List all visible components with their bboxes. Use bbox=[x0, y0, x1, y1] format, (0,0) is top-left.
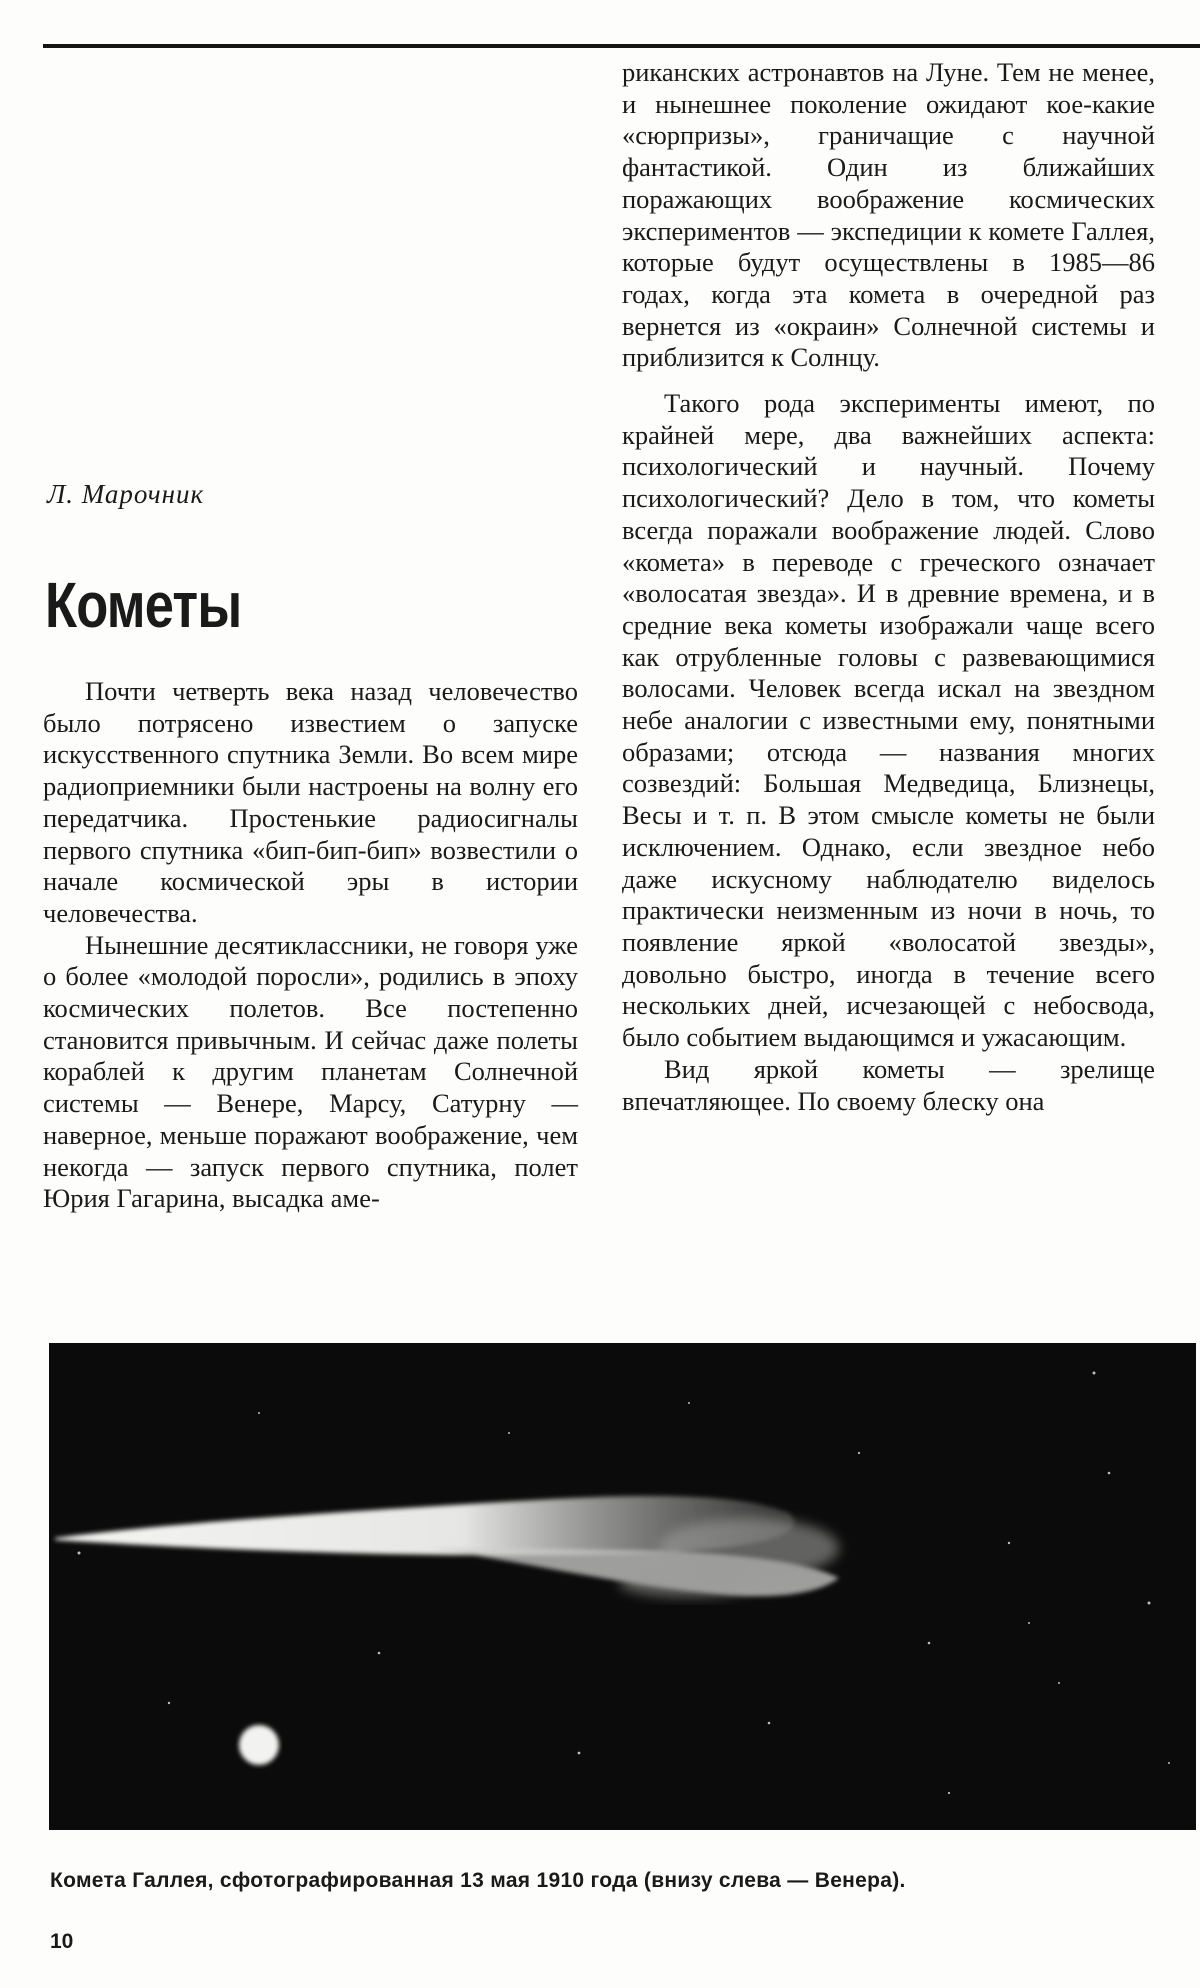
paragraph: Нынешние десятиклассники, не говоря уже о более «молодой поросли», родились в эпоху космических полетов. Все постепенно становится привычным. И сейчас даже полеты кораблей к другим планетам Солнечной системы — Венере, Марсу, Сатурну — наверное, меньше поражают воображение, чем некогда — запуск первого спутника, полет Юрия Гагарина, высадка аме- bbox=[43, 929, 578, 1214]
paragraph: Вид яркой кометы — зрелище впечатляющее. По своему блеску она bbox=[622, 1053, 1155, 1116]
article-title: Кометы bbox=[45, 569, 242, 641]
paragraph: Почти четверть века назад человечество было потрясено известием о запуске искусственного спутника Земли. Во всем мире радиоприемники были настроены на волну его передатчика. Простенькие радиосигналы первого спутника «бип-бип-бип» возвестили о начале космической эры в истории человечества. bbox=[43, 676, 578, 928]
figure-caption: Комета Галлея, сфотографированная 13 мая 1910 года (внизу слева — Венера). bbox=[50, 1869, 906, 1892]
article-author: Л. Марочник bbox=[47, 479, 205, 509]
venus bbox=[239, 1725, 279, 1765]
article-right-column bbox=[622, 57, 1155, 1117]
article-left-column bbox=[43, 676, 578, 1215]
page-number: 10 bbox=[50, 1930, 74, 1953]
paragraph: риканских астронавтов на Луне. Тем не менее, и нынешнее поколение ожидают кое-какие «сюрпризы», граничащие с научной фантастикой. Один из ближайших поражающих воображение космических экспериментов — экспедиции к комете Галлея, которые будут осуществлены в 1985—86 годах, когда эта комета в очередной раз вернется из «окраин» Солнечной системы и приблизится к Солнцу. bbox=[622, 57, 1155, 373]
comet-photo-svg bbox=[49, 1343, 1196, 1830]
comet-photo bbox=[49, 1343, 1196, 1830]
top-rule bbox=[43, 44, 1200, 48]
paragraph: Такого рода эксперименты имеют, по крайней мере, два важнейших аспекта: психологический и научный. Почему психологический? Дело в том, что кометы всегда поражали воображение людей. Слово «комета» в переводе с греческого означает «волосатая звезда». И в древние времена, и в средние века кометы изображали чаще всего как отрубленные головы с развевающимися волосами. Человек всегда искал на звездном небе аналогии с известными ему, понятными образами; отсюда — названия многих созвездий: Большая Медведица, Близнецы, Весы и т. п. В этом смысле кометы не были исключением. Однако, если звездное небо даже искусному наблюдателю виделось практически неизменным из ночи в ночь, то появление яркой «волосатой звезды», довольно быстро, иногда в течение всего нескольких дней, исчезающей с небосвода, было событием выдающимся и ужасающим. bbox=[622, 388, 1155, 1053]
